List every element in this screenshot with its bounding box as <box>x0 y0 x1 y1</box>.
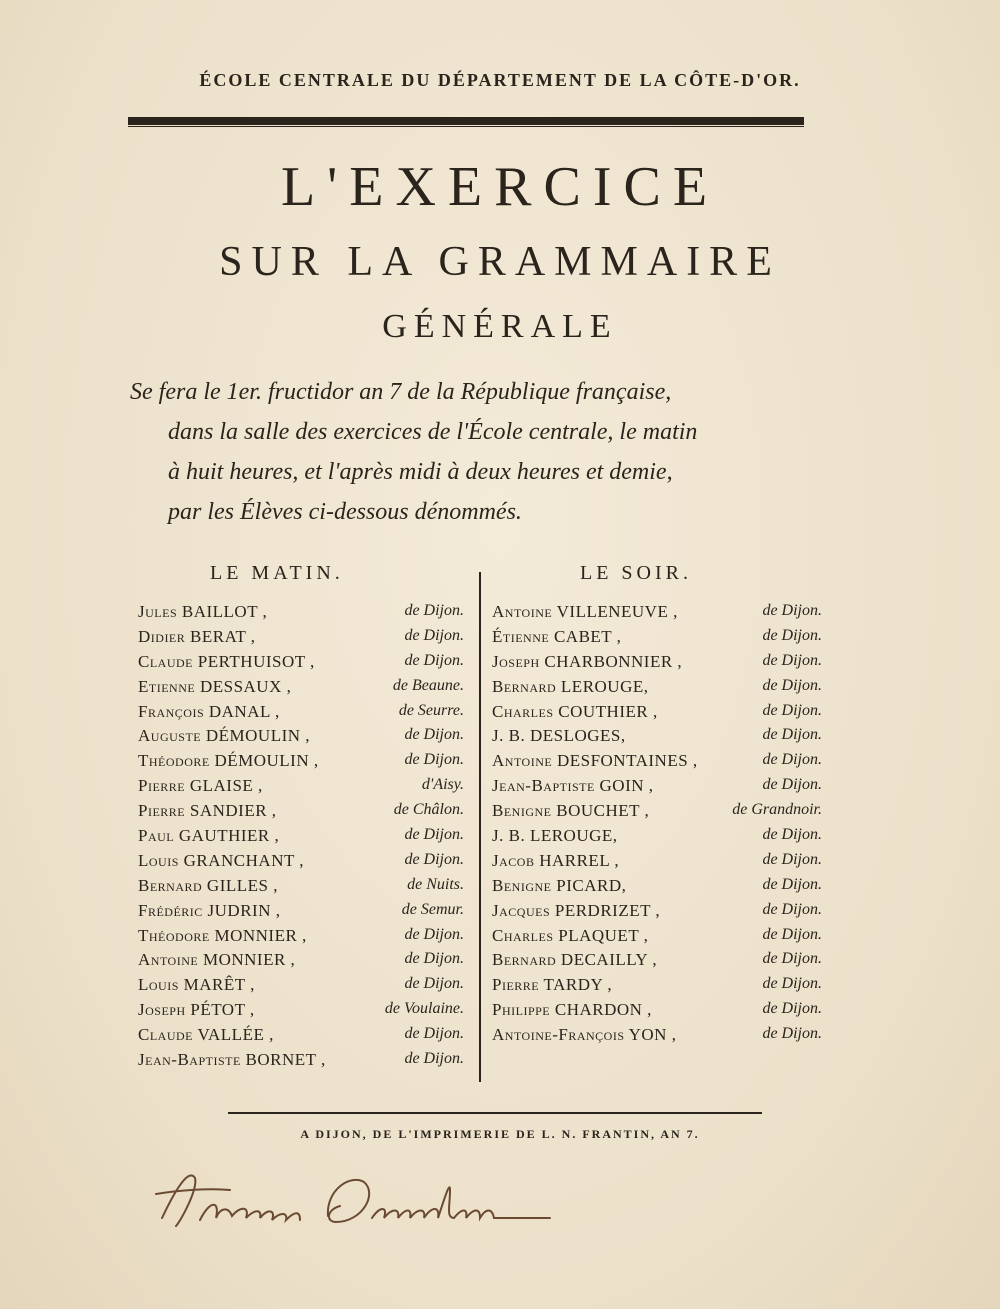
student-row <box>138 675 464 700</box>
student-name: Frédéric JUDRIN , <box>138 900 281 920</box>
student-origin: de Dijon. <box>404 826 464 844</box>
student-row <box>492 724 822 749</box>
student-row <box>492 1023 822 1048</box>
student-name: Philippe CHARDON , <box>492 1000 652 1020</box>
student-name: Bernard GILLES , <box>138 875 278 895</box>
student-origin: de Dijon. <box>762 776 822 794</box>
header-rule <box>128 117 804 125</box>
student-row <box>492 849 822 874</box>
student-row <box>138 1023 464 1048</box>
student-row <box>138 799 464 824</box>
intro-line: dans la salle des exercices de l'École centrale, le matin <box>168 419 698 445</box>
student-origin: de Voulaine. <box>384 1000 464 1018</box>
student-name: Bernard LEROUGE, <box>492 676 649 696</box>
student-name: Joseph PÉTOT , <box>138 1000 255 1020</box>
student-row <box>138 998 464 1023</box>
intro-paragraph <box>130 372 830 532</box>
student-origin: de Dijon. <box>404 850 464 868</box>
student-origin: de Dijon. <box>404 925 464 943</box>
title-line-2: SUR LA GRAMMAIRE <box>219 239 781 285</box>
student-origin: de Dijon. <box>762 925 822 943</box>
student-name: Claude PERTHUISOT , <box>138 651 315 671</box>
student-name: Charles COUTHIER , <box>492 701 658 721</box>
student-name: Bernard DECAILLY , <box>492 950 658 970</box>
title-line-3: GÉNÉRALE <box>382 308 618 345</box>
student-name: Paul GAUTHIER , <box>138 826 280 846</box>
student-origin: de Dijon. <box>404 602 464 619</box>
student-row <box>138 874 464 899</box>
student-row <box>138 724 464 749</box>
student-row <box>492 600 822 625</box>
student-name: Pierre GLAISE , <box>138 776 263 796</box>
student-name: Antoine VILLENEUVE , <box>492 602 678 621</box>
student-name: Jean-Baptiste BORNET , <box>138 1050 326 1070</box>
student-name: Jacques PERDRIZET , <box>492 900 661 920</box>
student-name: J. B. DESLOGES, <box>492 726 626 746</box>
evening-heading: LE SOIR. <box>580 562 692 584</box>
student-name: Louis GRANCHANT , <box>138 850 305 870</box>
student-name: Charles PLAQUET , <box>492 925 649 945</box>
student-name: Jules BAILLOT , <box>138 602 268 621</box>
student-row <box>492 700 822 725</box>
student-origin: de Semur. <box>401 900 464 918</box>
student-row <box>138 849 464 874</box>
student-origin: de Dijon. <box>404 651 464 669</box>
student-origin: de Dijon. <box>762 1025 822 1043</box>
student-row <box>138 700 464 725</box>
student-origin: de Dijon. <box>762 602 822 619</box>
student-row <box>492 973 822 998</box>
student-origin: de Seurre. <box>398 701 464 719</box>
student-row <box>138 749 464 774</box>
student-origin: de Dijon. <box>762 676 822 694</box>
student-name: Auguste DÉMOULIN , <box>138 726 311 746</box>
student-row <box>492 899 822 924</box>
handwritten-signature <box>150 1160 570 1240</box>
student-row <box>138 973 464 998</box>
student-row <box>138 824 464 849</box>
student-origin: de Dijon. <box>762 875 822 893</box>
morning-student-list <box>138 600 464 1073</box>
student-name: Didier BERAT , <box>138 626 256 646</box>
student-row <box>492 948 822 973</box>
student-origin: de Dijon. <box>762 701 822 719</box>
printer-imprint: A DIJON, DE L'IMPRIMERIE DE L. N. FRANTIN, AN 7. <box>300 1127 700 1141</box>
student-name: Benigne PICARD, <box>492 875 627 895</box>
student-name: Etienne DESSAUX , <box>138 676 292 696</box>
student-origin: de Dijon. <box>762 975 822 993</box>
student-row <box>492 824 822 849</box>
student-name: Claude VALLÉE , <box>138 1025 274 1045</box>
student-row <box>492 749 822 774</box>
evening-student-list <box>492 600 822 1048</box>
student-name: Étienne CABET , <box>492 626 622 646</box>
student-row <box>138 650 464 675</box>
student-origin: de Dijon. <box>762 900 822 918</box>
intro-line: par les Élèves ci-dessous dénommés. <box>168 499 522 525</box>
student-row <box>492 675 822 700</box>
student-row <box>492 625 822 650</box>
student-origin: de Dijon. <box>762 950 822 968</box>
student-origin: de Dijon. <box>762 751 822 769</box>
student-origin: de Dijon. <box>404 975 464 993</box>
student-name: Antoine MONNIER , <box>138 950 296 970</box>
student-row <box>138 774 464 799</box>
student-origin: de Dijon. <box>762 826 822 844</box>
student-name: Jacob HARREL , <box>492 850 620 870</box>
student-row <box>492 924 822 949</box>
student-origin: de Dijon. <box>404 726 464 744</box>
student-name: Antoine DESFONTAINES , <box>492 751 698 771</box>
student-name: Théodore MONNIER , <box>138 925 307 945</box>
student-name: J. B. LEROUGE, <box>492 826 618 846</box>
school-header: ÉCOLE CENTRALE DU DÉPARTEMENT DE LA CÔTE-D'OR. <box>199 70 801 90</box>
student-name: Pierre SANDIER , <box>138 801 277 821</box>
student-origin: de Dijon. <box>762 850 822 868</box>
student-row <box>138 1048 464 1073</box>
student-name: Benigne BOUCHET , <box>492 801 650 821</box>
title-line-1: L'EXERCICE <box>280 156 720 218</box>
student-origin: de Dijon. <box>762 1000 822 1018</box>
student-row <box>492 650 822 675</box>
intro-line: à huit heures, et l'après midi à deux heures et demie, <box>168 459 673 485</box>
student-row <box>492 998 822 1023</box>
student-row <box>492 874 822 899</box>
student-origin: de Dijon. <box>762 651 822 669</box>
column-divider <box>479 572 481 1082</box>
student-origin: de Nuits. <box>407 875 464 893</box>
intro-line: Se fera le 1er. fructidor an 7 de la République française, <box>130 379 672 405</box>
student-row <box>492 774 822 799</box>
student-origin: de Dijon. <box>404 950 464 968</box>
student-origin: de Beaune. <box>392 676 464 694</box>
morning-heading: LE MATIN. <box>210 562 344 584</box>
footer-rule <box>228 1112 762 1114</box>
student-name: Antoine-François YON , <box>492 1025 677 1045</box>
student-origin: de Châlon. <box>393 801 464 819</box>
student-origin: de Dijon. <box>404 626 464 644</box>
student-name: François DANAL , <box>138 701 280 721</box>
student-name: Joseph CHARBONNIER , <box>492 651 683 671</box>
student-origin: de Dijon. <box>762 626 822 644</box>
student-name: Théodore DÉMOULIN , <box>138 751 319 771</box>
student-origin: de Dijon. <box>762 726 822 744</box>
student-origin: de Grandnoir. <box>732 801 822 819</box>
student-origin: de Dijon. <box>404 1025 464 1043</box>
student-name: Pierre TARDY , <box>492 975 613 995</box>
student-row <box>138 924 464 949</box>
student-origin: de Dijon. <box>404 751 464 769</box>
student-origin: de Dijon. <box>404 1050 464 1068</box>
student-row <box>492 799 822 824</box>
student-origin: d'Aisy. <box>421 776 464 794</box>
student-row <box>138 625 464 650</box>
student-row <box>138 899 464 924</box>
student-name: Jean-Baptiste GOIN , <box>492 776 654 796</box>
student-row <box>138 948 464 973</box>
student-name: Louis MARÊT , <box>138 975 255 995</box>
student-row <box>138 600 464 625</box>
